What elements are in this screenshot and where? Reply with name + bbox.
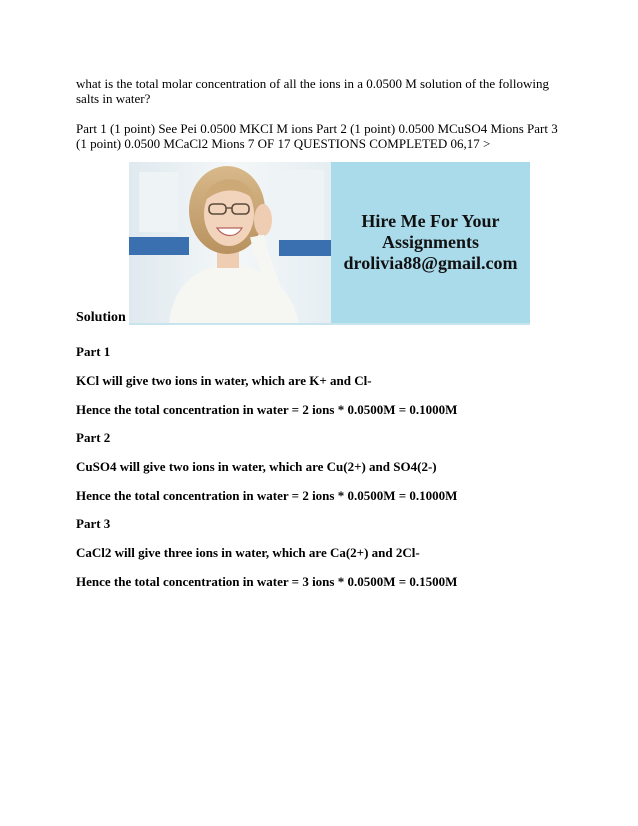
part3-explanation: CaCl2 will give three ions in water, which are Ca(2+) and 2Cl-: [76, 545, 420, 560]
ad-banner: [129, 162, 530, 323]
solution-heading: Solution: [76, 310, 126, 325]
part2-result: Hence the total concentration in water = 2 ions * 0.0500M = 0.1000M: [76, 488, 458, 503]
part1-result: Hence the total concentration in water = 2 ions * 0.0500M = 0.1000M: [76, 402, 458, 417]
ad-text-block: [331, 162, 530, 323]
divider: [129, 323, 530, 325]
question-text: what is the total molar concentration of all the ions in a 0.0500 M solution of the following salts in water?: [76, 76, 549, 106]
question-parts-text: Part 1 (1 point) See Pei 0.0500 MKCI M ions Part 2 (1 point) 0.0500 MCuSO4 Mions Part 3 (1 point) 0.0500 MCaCl2 Mions 7 OF 17 QUESTIONS COMPLETED 06,17 >: [76, 121, 558, 151]
ad-email: drolivia88@gmail.com: [343, 253, 518, 273]
ad-line-1: Hire Me For Your: [361, 211, 500, 231]
part2-heading: Part 2: [76, 430, 111, 445]
part1-heading: Part 1: [76, 344, 111, 359]
part1-explanation: KCl will give two ions in water, which are K+ and Cl-: [76, 373, 372, 388]
part3-heading: Part 3: [76, 516, 111, 531]
tutor-photo: [129, 162, 331, 323]
part2-explanation: CuSO4 will give two ions in water, which are Cu(2+) and SO4(2-): [76, 459, 437, 474]
ad-line-2: Assignments: [381, 232, 479, 252]
part3-result: Hence the total concentration in water = 3 ions * 0.0500M = 0.1500M: [76, 574, 458, 589]
solution-figure-row: [76, 162, 536, 326]
